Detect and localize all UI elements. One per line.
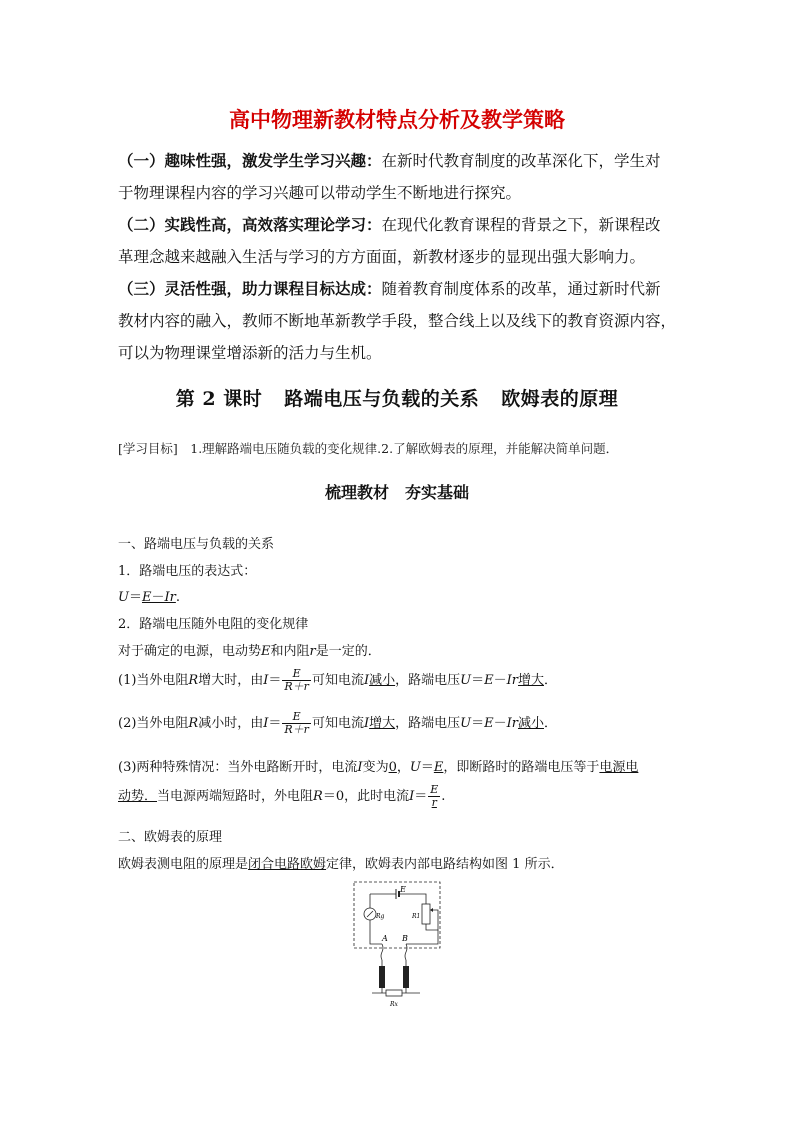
symbol: ＝ <box>268 673 282 688</box>
fraction <box>282 668 311 693</box>
symbol: R <box>188 716 199 731</box>
probe-b <box>403 966 409 988</box>
symbol: E <box>484 716 494 731</box>
symbol: E <box>141 590 152 605</box>
s1-item2: 2．路端电压随外电阻的变化规律 <box>118 617 309 632</box>
section-heading-part: 梳理教材 <box>324 483 389 502</box>
lesson-number: 第 2 课时 <box>175 388 263 410</box>
symbol: I <box>357 760 363 775</box>
symbol: I <box>409 789 415 804</box>
rheostat-arrow <box>430 908 433 912</box>
page-title: 高中物理新教材特点分析及教学策略 <box>229 107 565 132</box>
fraction <box>282 711 311 736</box>
fraction-denominator: R＋r <box>284 723 309 736</box>
fraction-numerator: E <box>430 783 439 796</box>
fraction-numerator: E <box>282 668 311 681</box>
symbol: Ir <box>506 716 518 731</box>
symbol: U <box>460 673 472 688</box>
symbol: R <box>313 789 323 804</box>
symbol: I <box>263 673 269 688</box>
symbol: － <box>493 716 507 731</box>
fraction-denominator: R＋r <box>284 680 309 693</box>
fraction-numerator: E <box>282 711 311 724</box>
symbol: U <box>118 590 129 605</box>
answer-blank: 动势． <box>118 789 158 804</box>
feature-paragraph-3 <box>118 273 678 369</box>
label-a: A <box>382 934 388 943</box>
symbol: E <box>261 644 271 659</box>
resistor-rx <box>386 990 402 996</box>
lead-wire-b <box>405 944 407 960</box>
symbol: ＝ <box>414 789 428 804</box>
text: 增大时，由 <box>198 673 264 688</box>
symbol: － <box>493 673 507 688</box>
symbol: ＝ <box>268 716 282 731</box>
feature-paragraph-2 <box>118 209 678 273</box>
symbol: Ir <box>164 590 176 605</box>
feature-lead: （二）实践性高，高效落实理论学习： <box>118 215 382 234</box>
text: 是一定的． <box>315 644 381 659</box>
symbol: . <box>175 590 180 605</box>
s1-case3-line2 <box>118 784 445 809</box>
label-b: B <box>402 934 408 943</box>
answer-blank: 减小 <box>517 716 544 731</box>
answer-blank: 0 <box>388 760 397 775</box>
text: 欧姆表测电阻的原理是 <box>118 857 249 872</box>
lead-wire-a <box>381 944 383 960</box>
text: ，路端电压 <box>395 716 461 731</box>
symbol: ＝ <box>471 673 485 688</box>
symbol: ＝ <box>128 590 142 605</box>
answer-blank: 闭合电路欧姆 <box>248 857 327 872</box>
symbol: E <box>484 673 494 688</box>
s1-case3-line1 <box>118 756 638 775</box>
label-e: E <box>400 885 406 894</box>
fraction-denominator: r <box>431 796 437 809</box>
text: ． <box>544 673 558 688</box>
text: 可知电流 <box>311 716 364 731</box>
s1-heading: 一、路端电压与负载的关系 <box>118 537 275 552</box>
section-heading-part: 夯实基础 <box>405 483 470 502</box>
label-rg: Rg <box>376 913 385 920</box>
lesson-title <box>0 384 794 411</box>
symbol: R <box>188 673 199 688</box>
s1-formula <box>118 586 180 605</box>
text: (3)两种特殊情况：当外电路断开时，电流 <box>118 760 358 775</box>
wire <box>406 930 438 944</box>
section-heading <box>0 480 794 503</box>
symbol: Ir <box>506 673 518 688</box>
text: 当电源两端短路时，外电阻 <box>157 789 314 804</box>
text: ． <box>544 716 558 731</box>
wire <box>399 894 426 904</box>
text: 对于确定的电源，电动势 <box>118 644 262 659</box>
symbol: ＝ <box>420 760 434 775</box>
answer-blank: 增大 <box>517 673 544 688</box>
symbol: I <box>363 673 370 688</box>
symbol: I <box>263 716 269 731</box>
fraction <box>428 784 440 809</box>
text: ，即断路时的路端电压等于 <box>443 760 600 775</box>
feature-text: 在新时代教育制度的改革深化下，学生对 <box>381 152 661 170</box>
text: ，路端电压 <box>395 673 461 688</box>
feature-lead: （三）灵活性强，助力课程目标达成： <box>118 279 382 298</box>
s1-intro <box>118 640 381 659</box>
s1-case2 <box>118 711 557 736</box>
answer-blank: 减小 <box>369 673 396 688</box>
answer-blank: 电源电 <box>599 760 639 775</box>
text: 变为 <box>362 760 389 775</box>
ohmmeter-circuit-diagram <box>352 880 444 1010</box>
feature-text: 于物理课程内容的学习兴趣可以带动学生不断地进行探究。 <box>118 184 522 202</box>
feature-text: 教材内容的融入，教师不断地革新教学手段，整合线上以及线下的教育资源内容， <box>118 312 677 330</box>
feature-text: 革理念越来越融入生活与学习的方方面面，新教材逐步的显现出强大影响力。 <box>118 248 646 266</box>
s1-item1: 1．路端电压的表达式： <box>118 564 257 579</box>
symbol: － <box>151 590 165 605</box>
learning-goals: [学习目标] 1.理解路端电压随负载的变化规律.2.了解欧姆表的原理，并能解决简单问题． <box>118 441 619 456</box>
text: (1)当外电阻 <box>118 673 189 688</box>
s2-text <box>118 853 564 872</box>
symbol: r <box>309 644 316 659</box>
s1-case1 <box>118 668 557 693</box>
text: 可知电流 <box>311 673 364 688</box>
text: ＝0，此时电流 <box>322 789 410 804</box>
text: 和内阻 <box>270 644 310 659</box>
answer-blank: 增大 <box>369 716 396 731</box>
lesson-topic-1: 路端电压与负载的关系 <box>284 388 480 410</box>
feature-text: 可以为物理课堂增添新的活力与生机。 <box>118 344 382 362</box>
text: (2)当外电阻 <box>118 716 189 731</box>
s2-heading: 二、欧姆表的原理 <box>118 830 223 845</box>
feature-paragraph-1 <box>118 145 678 209</box>
feature-lead: （一）趣味性强，激发学生学习兴趣： <box>118 151 382 170</box>
variable-resistor-r1 <box>422 904 430 924</box>
symbol: I <box>363 716 370 731</box>
lesson-topic-2: 欧姆表的原理 <box>501 388 619 410</box>
symbol: ＝ <box>471 716 485 731</box>
text: 定律，欧姆表内部电路结构如图 1 所示． <box>326 857 564 872</box>
feature-text: 在现代化教育课程的背景之下，新课程改 <box>381 216 661 234</box>
probe-a <box>379 966 385 988</box>
answer-blank: E <box>433 760 444 775</box>
text: . <box>441 789 446 804</box>
text: 减小时，由 <box>198 716 264 731</box>
symbol: U <box>409 760 421 775</box>
label-rx: Rx <box>390 1001 398 1008</box>
symbol: U <box>460 716 472 731</box>
label-r1: R1 <box>412 913 421 920</box>
feature-text: 随着教育制度体系的改革，通过新时代新 <box>381 280 661 298</box>
text: ， <box>396 760 410 775</box>
